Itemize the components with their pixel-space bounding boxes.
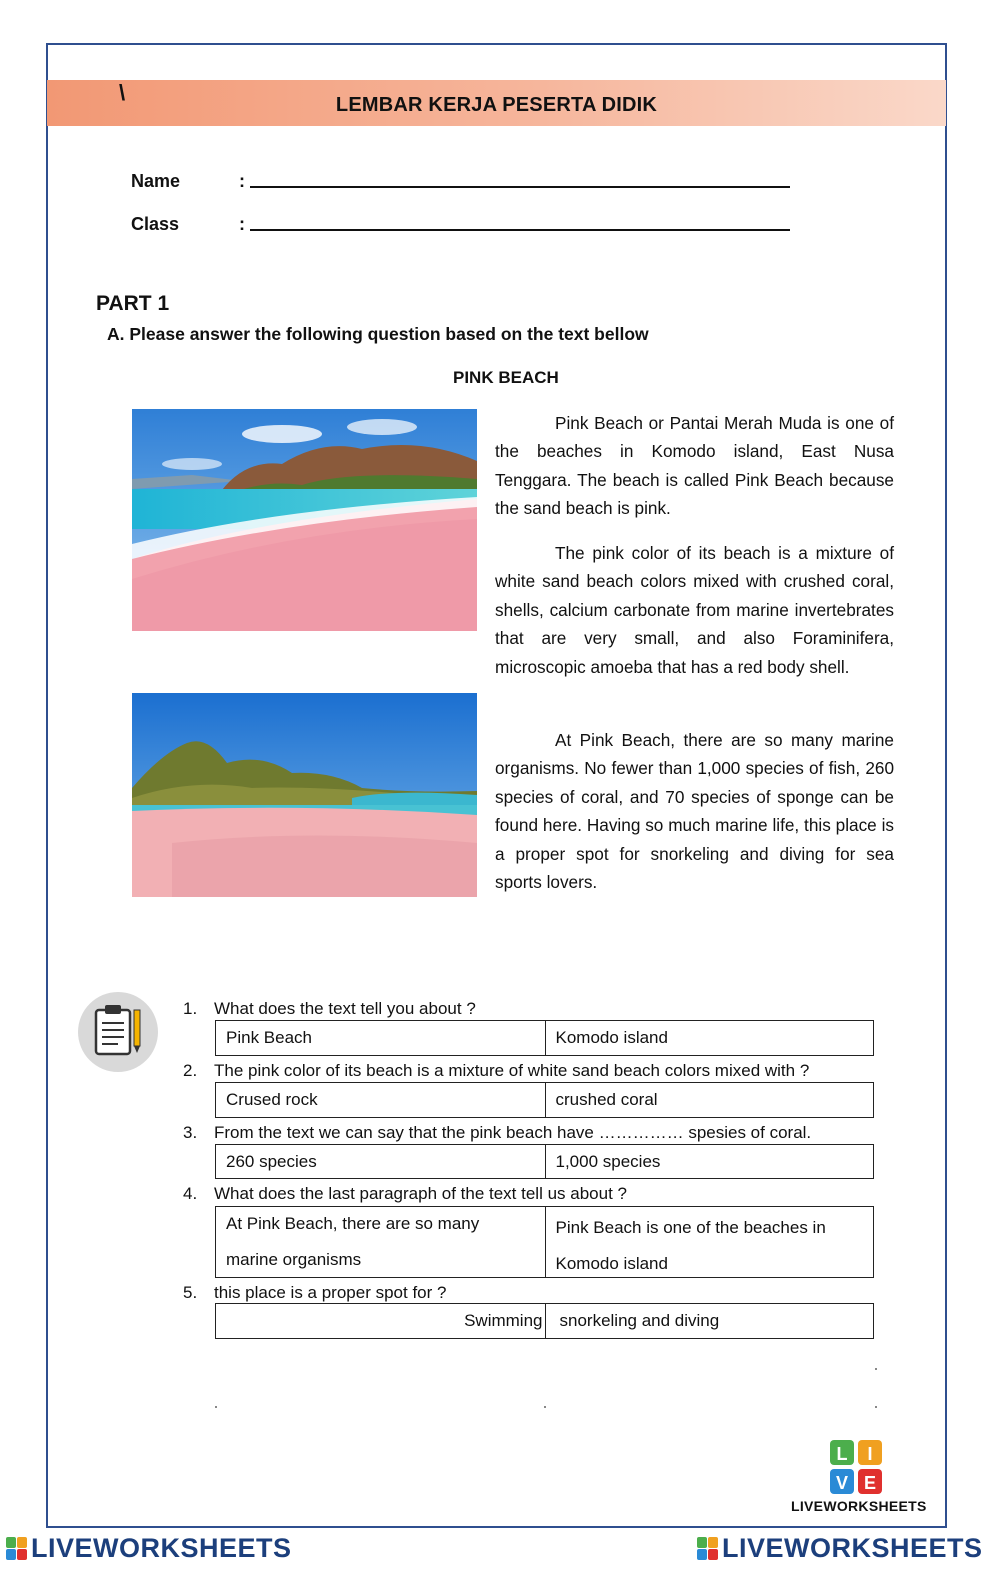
- logo-letter-v: V: [835, 1473, 849, 1493]
- artifact-dot: [544, 1406, 546, 1408]
- clipboard-icon: [78, 992, 158, 1072]
- question-4-number: 4.: [183, 1184, 198, 1203]
- pencil-icon: [134, 1010, 140, 1053]
- q1-option-komodo-island[interactable]: Komodo island: [545, 1021, 874, 1055]
- pink-beach-photo-2: [132, 693, 477, 897]
- q4-option-marine-organisms[interactable]: [216, 1207, 545, 1277]
- pink-beach-photo-1: [132, 409, 477, 631]
- question-3-options: [215, 1144, 874, 1179]
- question-2-text: The pink color of its beach is a mixture of white sand beach colors mixed with ?: [214, 1061, 810, 1080]
- liveworksheets-mini-icon: [697, 1537, 719, 1561]
- instruction-text: A. Please answer the following question based on the text bellow: [107, 324, 649, 344]
- artifact-dot: [215, 1406, 217, 1408]
- name-field[interactable]: [250, 186, 790, 188]
- q4-option-a-line-1: At Pink Beach, there are so many: [226, 1214, 480, 1233]
- liveworksheets-mini-icon: [6, 1537, 28, 1561]
- question-5-number: 5.: [183, 1283, 198, 1302]
- footer-brand-right[interactable]: [697, 1533, 983, 1564]
- q4-option-a-line-2: marine organisms: [226, 1250, 362, 1269]
- q3-option-260-species[interactable]: 260 species: [226, 1151, 317, 1171]
- logo-letter-e: E: [863, 1473, 877, 1493]
- q2-option-crushed-coral[interactable]: crushed coral: [545, 1083, 874, 1117]
- question-3-text: From the text we can say that the pink beach have …………… spesies of coral.: [214, 1123, 812, 1142]
- name-label: Name: [131, 171, 181, 191]
- question-2-options: [215, 1082, 874, 1118]
- q5-option-snorkeling-diving[interactable]: snorkeling and diving: [545, 1304, 874, 1338]
- question-4-options: [215, 1206, 874, 1278]
- class-label: Class: [131, 214, 180, 234]
- reading-paragraph-2: The pink color of its beach is a mixture of white sand beach colors mixed with crushed coral, shells, calcium carbonate from marine invertebrates that are very small, and also Foraminifera, microscopic amoeba that has a red body shell.: [495, 543, 894, 677]
- question-1-options: [215, 1020, 874, 1056]
- reading-paragraph-3: At Pink Beach, there are so many marine organisms. No fewer than 1,000 species of fish, 260 species of coral, and 70 species of sponge can be found here. Having so much marine life, this place is a proper spot for snorkeling and diving for sea sports lovers.: [495, 730, 894, 893]
- class-field[interactable]: [250, 229, 790, 231]
- footer-brand-left-text: LIVEWORKSHEETS: [31, 1533, 292, 1563]
- question-1-number: 1.: [183, 999, 198, 1018]
- q2-option-crused-rock[interactable]: Crused rock: [226, 1090, 318, 1109]
- question-5-text: this place is a proper spot for ?: [214, 1283, 447, 1302]
- question-5-options: [215, 1303, 874, 1339]
- logo-letter-i: I: [867, 1444, 873, 1464]
- question-1-text: What does the text tell you about ?: [214, 999, 476, 1018]
- artifact-dot: [875, 1406, 877, 1408]
- question-4-text: What does the last paragraph of the text tell us about ?: [214, 1184, 627, 1203]
- q1-option-pink-beach[interactable]: Pink Beach: [226, 1028, 312, 1047]
- footer-brand-right-text: LIVEWORKSHEETS: [722, 1533, 983, 1563]
- q4-option-one-of-beaches[interactable]: [545, 1207, 874, 1277]
- question-2-number: 2.: [183, 1061, 198, 1080]
- worksheet-title: LEMBAR KERJA PESERTA DIDIK: [335, 94, 658, 116]
- footer-brand-left[interactable]: [6, 1533, 292, 1564]
- logo-wordmark: LIVEWORKSHEETS: [791, 1498, 927, 1514]
- artifact-dot: [875, 1368, 877, 1370]
- reading-paragraph-1: Pink Beach or Pantai Merah Muda is one of the beaches in Komodo island, East Nusa Tenggara. The beach is called Pink Beach because the sand beach is pink.: [495, 413, 894, 519]
- q4-option-b-line-2: Komodo island: [555, 1254, 668, 1273]
- logo-letter-l: L: [836, 1444, 848, 1464]
- part-title: PART 1: [96, 292, 170, 315]
- q4-option-b-line-1: Pink Beach is one of the beaches in: [555, 1218, 826, 1237]
- reading-title: PINK BEACH: [453, 368, 559, 387]
- class-colon: :: [239, 214, 245, 234]
- question-3-number: 3.: [183, 1123, 198, 1142]
- name-colon: :: [239, 171, 245, 191]
- q5-option-swimming[interactable]: Swimming: [464, 1311, 543, 1330]
- q3-option-1000-species[interactable]: 1,000 species: [545, 1145, 874, 1178]
- header-backslash: \: [119, 80, 126, 105]
